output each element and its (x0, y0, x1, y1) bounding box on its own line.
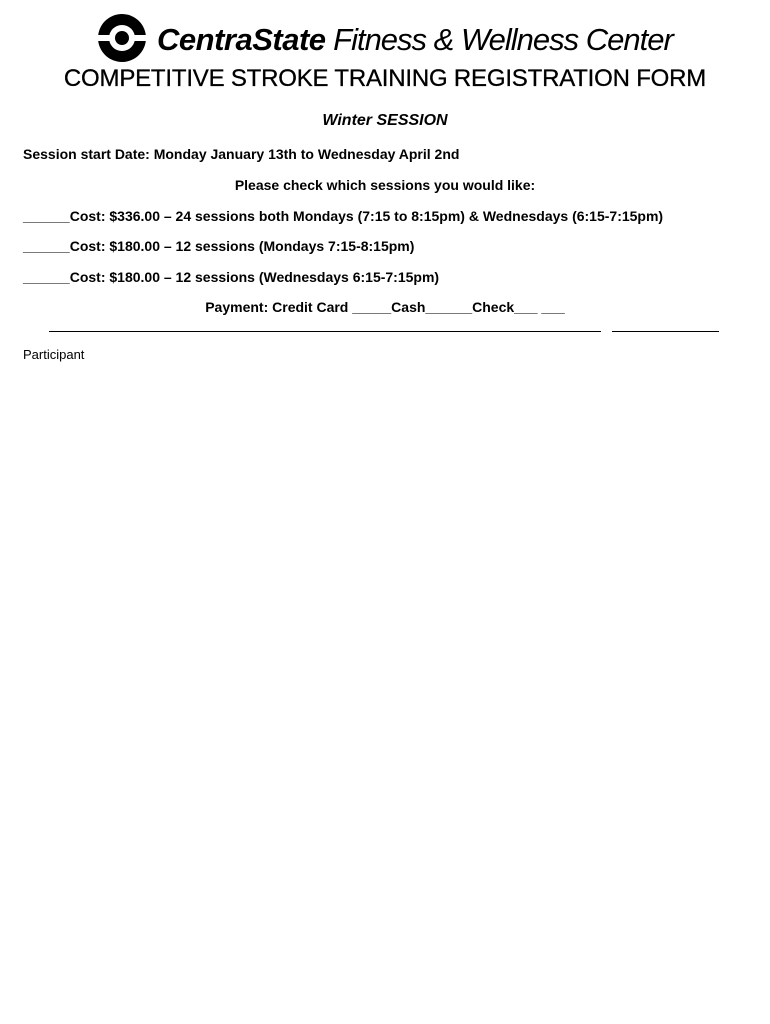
participant-label: Participant (23, 347, 85, 362)
brand-name-centra: Centra (157, 22, 253, 57)
session-option-mondays[interactable]: ______Cost: $180.00 – 12 sessions (Mondays 7:15-8:15pm) (23, 238, 415, 254)
brand-logo (96, 10, 673, 66)
participant-signature-line[interactable] (49, 331, 601, 332)
payment-method-line[interactable]: Payment: Credit Card _____Cash______Check___ ___ (205, 299, 565, 315)
brand-name (157, 20, 673, 60)
brand-name-state: State (252, 22, 326, 57)
session-instructions: Please check which sessions you would like: (234, 177, 536, 193)
centrastate-target-icon (96, 12, 148, 64)
session-option-wednesdays[interactable]: ______Cost: $180.00 – 12 sessions (Wednesdays 6:15-7:15pm) (23, 269, 440, 285)
brand-name-subtitle: Fitness & Wellness Center (325, 22, 673, 57)
date-signature-line[interactable] (612, 331, 719, 332)
session-start-date: Session start Date: Monday January 13th to Wednesday April 2nd (23, 146, 460, 162)
session-option-both[interactable]: ______Cost: $336.00 – 24 sessions both Mondays (7:15 to 8:15pm) & Wednesdays (6:15-7:15pm) (23, 208, 664, 224)
form-title: COMPETITIVE STROKE TRAINING REGISTRATION FORM (63, 65, 707, 92)
session-title: Winter SESSION (322, 112, 448, 129)
